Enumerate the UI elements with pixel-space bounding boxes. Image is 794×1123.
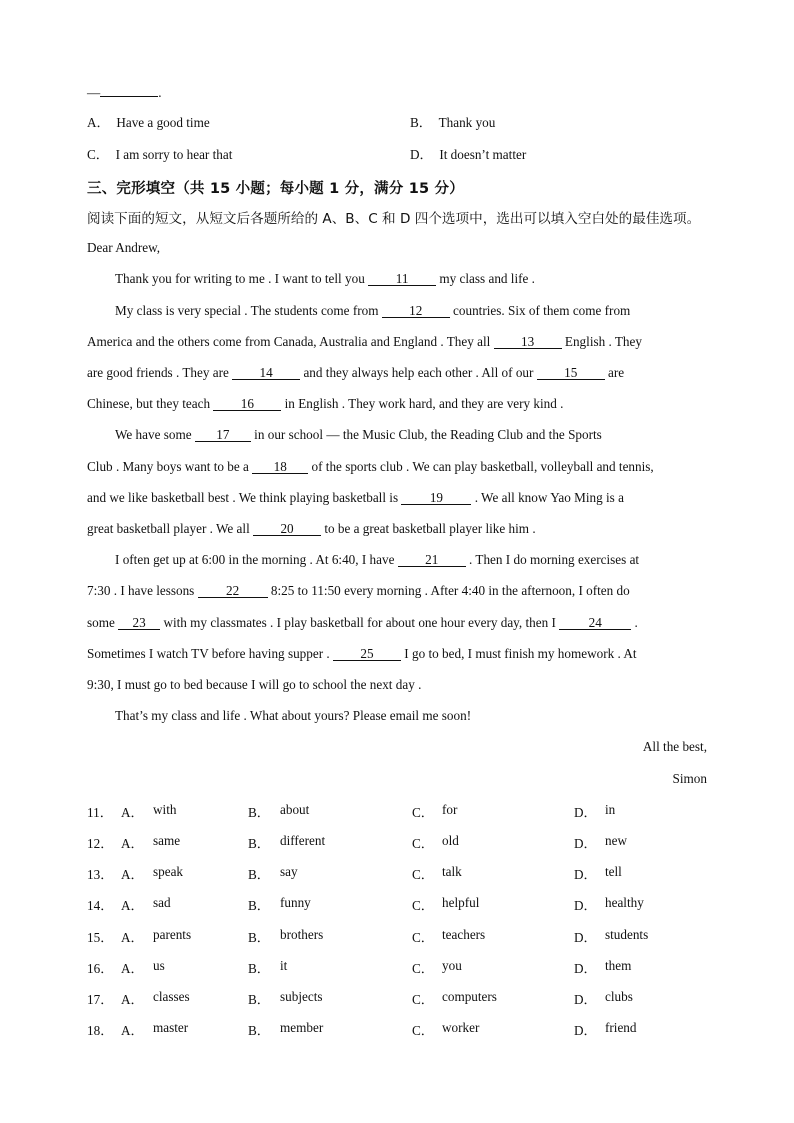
blank-11[interactable]: 11: [368, 272, 436, 286]
option-text: Have a good time: [116, 115, 210, 130]
choice-c-text[interactable]: teachers: [442, 927, 486, 942]
blank-17[interactable]: 17: [195, 428, 251, 442]
paragraph-line: My class is very special . The students come from 12 countries. Six of them come from: [115, 303, 631, 318]
choice-a-letter[interactable]: A．: [121, 1023, 144, 1038]
blank-18[interactable]: 18: [252, 460, 308, 474]
choice-a-letter[interactable]: A．: [121, 805, 144, 820]
choice-d-text[interactable]: them: [605, 958, 632, 973]
question-number: 14．: [87, 898, 114, 913]
letter-signature: Simon: [672, 771, 707, 786]
choice-a-text[interactable]: sad: [153, 895, 171, 910]
choice-c-text[interactable]: you: [442, 958, 462, 973]
choice-d-text[interactable]: healthy: [605, 895, 644, 910]
paragraph-line: great basketball player . We all 20 to be a great basketball player like him .: [87, 521, 536, 536]
choice-a-letter[interactable]: A．: [121, 992, 144, 1007]
choice-a-letter[interactable]: A．: [121, 898, 144, 913]
choice-c-letter[interactable]: C．: [412, 867, 434, 882]
letter-closing: All the best,: [642, 739, 707, 754]
choice-c-text[interactable]: worker: [442, 1020, 480, 1035]
choice-a-text[interactable]: with: [153, 802, 177, 817]
question-number: 15．: [87, 930, 114, 945]
paragraph-line: I often get up at 6:00 in the morning . At 6:40, I have 21 . Then I do morning exercises at: [115, 552, 640, 567]
question-number: 12．: [87, 836, 114, 851]
blank-21[interactable]: 21: [398, 553, 466, 567]
choice-c-letter[interactable]: C．: [412, 836, 434, 851]
choice-d-letter[interactable]: D．: [574, 992, 597, 1007]
choice-d-letter[interactable]: D．: [574, 805, 597, 820]
choice-b-text[interactable]: funny: [280, 895, 311, 910]
choice-a-letter[interactable]: A．: [121, 930, 144, 945]
blank-25[interactable]: 25: [333, 647, 401, 661]
choice-a-text[interactable]: us: [153, 958, 165, 973]
choice-c-text[interactable]: talk: [442, 864, 462, 879]
choice-a-text[interactable]: same: [153, 833, 181, 848]
option-c[interactable]: [87, 147, 232, 163]
choice-c-letter[interactable]: C．: [412, 930, 434, 945]
choice-d-letter[interactable]: D．: [574, 1023, 597, 1038]
answer-line: [87, 85, 161, 101]
choice-b-letter[interactable]: B．: [248, 867, 270, 882]
choice-c-letter[interactable]: C．: [412, 898, 434, 913]
option-letter: C．: [87, 147, 109, 162]
option-text: I am sorry to hear that: [115, 147, 233, 162]
blank-23[interactable]: 23: [118, 616, 160, 630]
choice-d-text[interactable]: friend: [605, 1020, 637, 1035]
choice-c-letter[interactable]: C．: [412, 992, 434, 1007]
section-instruction: 阅读下面的短文，从短文后各题所给的 A、B、C 和 D 四个选项中，选出可以填入空白处的最佳选项。: [87, 211, 701, 227]
choice-b-text[interactable]: different: [280, 833, 326, 848]
paragraph-line: Sometimes I watch TV before having supper . 25 I go to bed, I must finish my homework . At: [87, 646, 637, 661]
question-number: 16．: [87, 961, 114, 976]
blank-19[interactable]: 19: [401, 491, 471, 505]
choice-a-letter[interactable]: A．: [121, 867, 144, 882]
blank-20[interactable]: 20: [253, 522, 321, 536]
choice-b-letter[interactable]: B．: [248, 1023, 270, 1038]
choice-d-text[interactable]: students: [605, 927, 649, 942]
paragraph-line: Chinese, but they teach 16 in English . They work hard, and they are very kind .: [87, 396, 564, 411]
choice-b-text[interactable]: it: [280, 958, 288, 973]
option-a[interactable]: [87, 115, 210, 131]
blank-24[interactable]: 24: [559, 616, 631, 630]
choice-b-text[interactable]: say: [280, 864, 298, 879]
letter-greeting: Dear Andrew,: [87, 240, 161, 255]
dash-prefix: —: [87, 85, 101, 100]
blank-16[interactable]: 16: [213, 397, 281, 411]
choice-c-letter[interactable]: C．: [412, 1023, 434, 1038]
option-text: Thank you: [438, 115, 496, 130]
question-number: 17．: [87, 992, 114, 1007]
paragraph-line: 9:30, I must go to bed because I will go to school the next day .: [87, 677, 422, 692]
paragraph-line: are good friends . They are 14 and they always help each other . All of our 15 are: [87, 365, 625, 380]
answer-blank[interactable]: [100, 96, 158, 97]
choice-b-letter[interactable]: B．: [248, 930, 270, 945]
paragraph-line: We have some 17 in our school — the Music Club, the Reading Club and the Sports: [115, 427, 602, 442]
choice-d-letter[interactable]: D．: [574, 836, 597, 851]
choice-b-text[interactable]: about: [280, 802, 310, 817]
choice-b-text[interactable]: subjects: [280, 989, 323, 1004]
paragraph-line: Club . Many boys want to be a 18 of the sports club . We can play basketball, volleyball and tennis,: [87, 459, 654, 474]
option-d[interactable]: [410, 147, 526, 163]
choice-c-text[interactable]: old: [442, 833, 459, 848]
choice-d-text[interactable]: in: [605, 802, 616, 817]
choice-b-letter[interactable]: B．: [248, 992, 270, 1007]
section-title: 三、完形填空（共 15 小题；每小题 1 分，满分 15 分）: [87, 181, 464, 197]
choice-b-letter[interactable]: B．: [248, 836, 270, 851]
choice-b-letter[interactable]: B．: [248, 961, 270, 976]
option-letter: D．: [410, 147, 433, 162]
option-b[interactable]: [410, 115, 495, 131]
blank-13[interactable]: 13: [494, 335, 562, 349]
choice-a-letter[interactable]: A．: [121, 836, 144, 851]
choice-d-letter[interactable]: D．: [574, 961, 597, 976]
choice-a-text[interactable]: classes: [153, 989, 190, 1004]
paragraph-line: That’s my class and life . What about yours? Please email me soon!: [115, 708, 472, 723]
choice-b-text[interactable]: member: [280, 1020, 324, 1035]
paragraph-line: America and the others come from Canada, Australia and England . They all 13 English . They: [87, 334, 642, 349]
option-text: It doesn’t matter: [439, 147, 527, 162]
question-number: 11．: [87, 805, 113, 820]
choice-c-text[interactable]: helpful: [442, 895, 480, 910]
choice-d-text[interactable]: new: [605, 833, 627, 848]
choice-d-text[interactable]: tell: [605, 864, 622, 879]
choice-d-letter[interactable]: D．: [574, 867, 597, 882]
choice-c-text[interactable]: for: [442, 802, 458, 817]
option-letter: A．: [87, 115, 110, 130]
paragraph-line: and we like basketball best . We think playing basketball is 19 . We all know Yao Ming is a: [87, 490, 624, 505]
paragraph-line: some 23 with my classmates . I play basketball for about one hour every day, then I 24 .: [87, 615, 638, 630]
choice-d-letter[interactable]: D．: [574, 898, 597, 913]
choice-a-text[interactable]: speak: [153, 864, 184, 879]
choice-b-letter[interactable]: B．: [248, 805, 270, 820]
choice-b-letter[interactable]: B．: [248, 898, 270, 913]
choice-a-text[interactable]: parents: [153, 927, 192, 942]
blank-14[interactable]: 14: [232, 366, 300, 380]
question-number: 13．: [87, 867, 114, 882]
choice-a-letter[interactable]: A．: [121, 961, 144, 976]
choice-c-letter[interactable]: C．: [412, 961, 434, 976]
blank-15[interactable]: 15: [537, 366, 605, 380]
choice-a-text[interactable]: master: [153, 1020, 189, 1035]
paragraph-line: Thank you for writing to me . I want to tell you 11 my class and life .: [115, 271, 535, 286]
choice-c-letter[interactable]: C．: [412, 805, 434, 820]
paragraph-line: 7:30 . I have lessons 22 8:25 to 11:50 every morning . After 4:40 in the afternoon, I often do: [87, 583, 630, 598]
blank-22[interactable]: 22: [198, 584, 268, 598]
choice-b-text[interactable]: brothers: [280, 927, 324, 942]
choice-d-letter[interactable]: D．: [574, 930, 597, 945]
choice-c-text[interactable]: computers: [442, 989, 497, 1004]
question-number: 18．: [87, 1023, 114, 1038]
choice-d-text[interactable]: clubs: [605, 989, 633, 1004]
option-letter: B．: [410, 115, 432, 130]
blank-12[interactable]: 12: [382, 304, 450, 318]
answer-period: .: [158, 85, 162, 100]
